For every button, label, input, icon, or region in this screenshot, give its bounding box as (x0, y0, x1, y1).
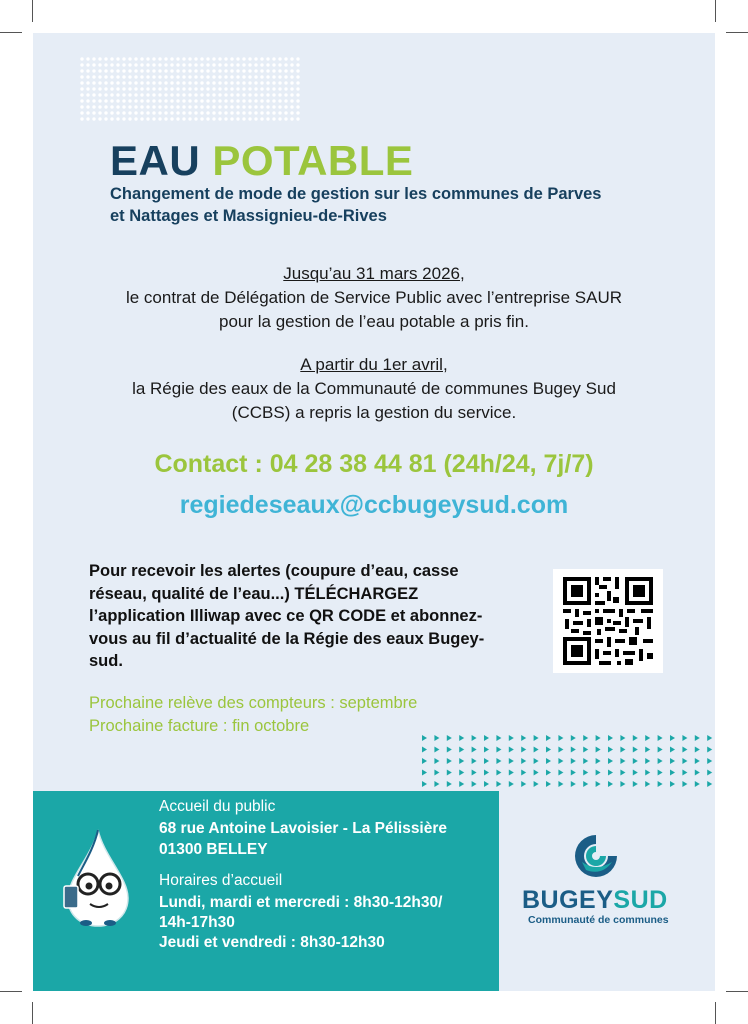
subtitle-line: et Nattages et Massignieu-de-Rives (110, 207, 387, 225)
alerts-line: l’application Illiwap avec ce QR CODE et abonnez- (89, 607, 483, 625)
water-drop-mascot-icon (58, 826, 138, 935)
logo-name-part-2: SUD (613, 886, 668, 914)
logo-name-part-1: BUGEY (522, 886, 614, 914)
title-part-2: POTABLE (212, 137, 414, 184)
crop-mark (32, 1002, 33, 1024)
crop-mark (715, 1002, 716, 1024)
notice-heading (60, 262, 688, 286)
hours-line: Lundi, mardi et mercredi : 8h30-12h30/ (159, 894, 443, 911)
subtitle-line: Changement de mode de gestion sur les communes de Parves (110, 185, 602, 203)
logo-tagline: Communauté de communes (528, 914, 669, 926)
hours-line: 14h-17h30 (159, 914, 235, 931)
crop-mark (726, 32, 748, 33)
hours-label: Horaires d’accueil (159, 872, 283, 889)
crop-mark (726, 991, 748, 992)
dot-pattern-decoration (79, 56, 301, 122)
next-invoice: Prochaine facture : fin octobre (89, 717, 310, 735)
notice-heading (60, 353, 688, 377)
alerts-line: Pour recevoir les alertes (coupure d’eau, casse (89, 562, 459, 580)
alerts-line: sud. (89, 652, 123, 670)
crop-mark (0, 991, 22, 992)
bugeysud-swirl-logo-icon (572, 832, 620, 885)
notice-new-management (60, 353, 688, 425)
address-line: 68 rue Antoine Lavoisier - La Pélissière (159, 820, 448, 837)
alerts-line: réseau, qualité de l’eau...) TÉLÉCHARGEZ (89, 584, 419, 603)
notice-line: le contrat de Délégation de Service Public avec l’entreprise SAUR (125, 288, 623, 307)
notice-line: (CCBS) a repris la gestion du service. (231, 403, 517, 422)
crop-mark (32, 0, 33, 22)
address-line: 01300 BELLEY (159, 841, 268, 858)
next-meter-reading: Prochaine relève des compteurs : septembre (89, 694, 418, 712)
contact-phone[interactable]: Contact : 04 28 38 44 81 (24h/24, 7j/7) (154, 450, 594, 478)
arrow-pattern-decoration (420, 733, 715, 793)
alerts-instructions (89, 560, 544, 673)
qr-code-icon[interactable] (553, 569, 663, 673)
notice-date: A partir du 1er avril (300, 355, 443, 374)
hours-line: Jeudi et vendredi : 8h30-12h30 (159, 934, 385, 951)
notice-heading-suffix: , (442, 355, 448, 374)
notice-line: pour la gestion de l’eau potable a pris fin. (219, 312, 529, 331)
title-part-1: EAU (110, 137, 201, 184)
notice-contract-end (60, 262, 688, 334)
notice-date: Jusqu’au 31 mars 2026 (283, 264, 460, 283)
subtitle (110, 183, 670, 227)
reception-label: Accueil du public (159, 798, 276, 815)
crop-mark (715, 0, 716, 22)
contact-email-link[interactable]: regiedeseaux@ccbugeysud.com (179, 491, 569, 519)
bugeysud-logo-text (522, 886, 668, 915)
page-title (110, 137, 413, 185)
crop-mark (0, 32, 22, 33)
alerts-line: vous au fil d’actualité de la Régie des eaux Bugey- (89, 629, 485, 648)
notice-heading-suffix: , (460, 264, 465, 283)
notice-line: la Régie des eaux de la Communauté de communes Bugey Sud (132, 379, 616, 398)
